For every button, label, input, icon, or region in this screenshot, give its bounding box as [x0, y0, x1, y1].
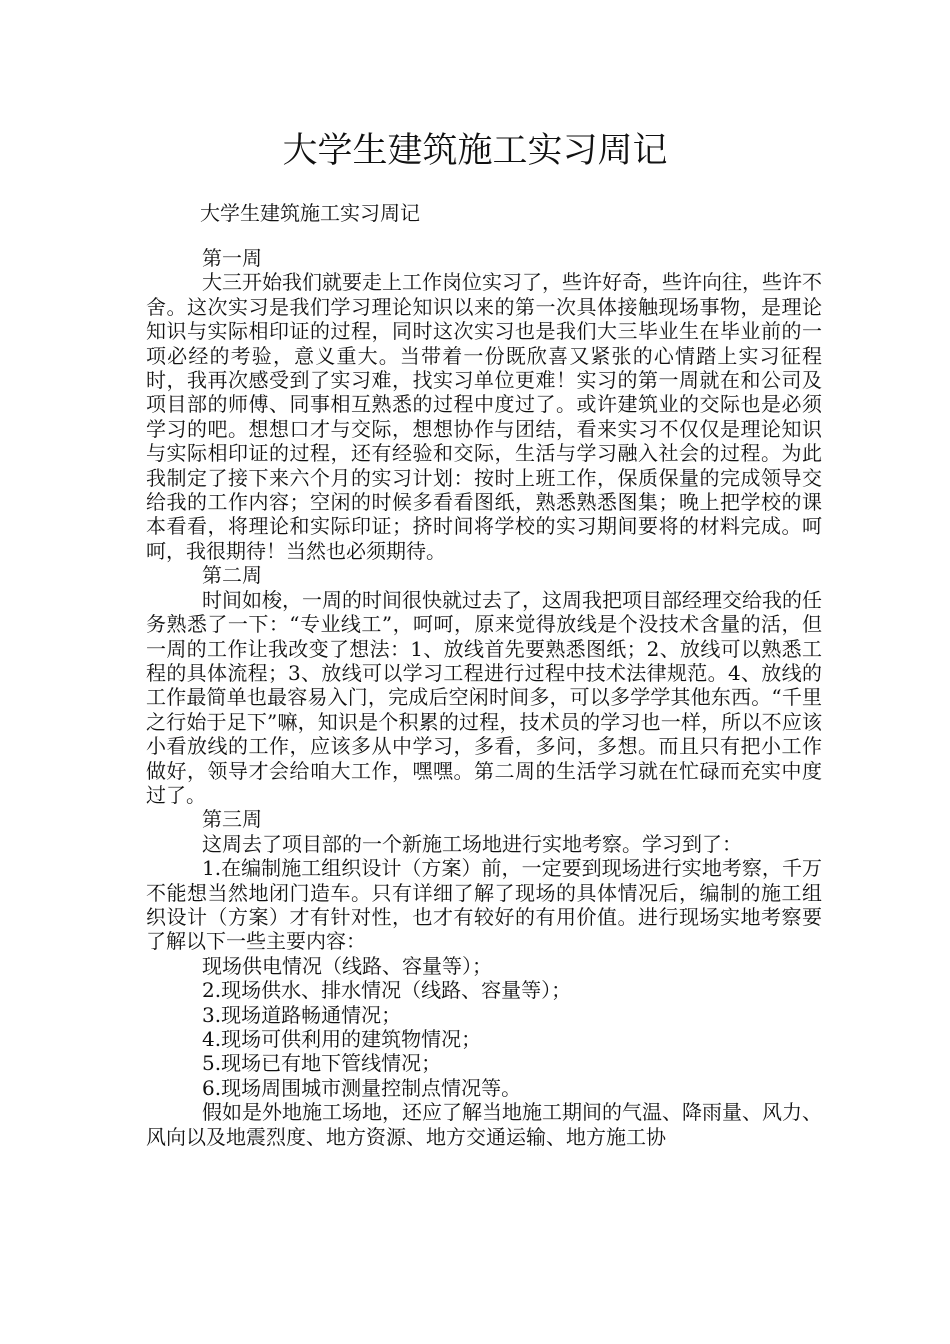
section-heading-week-3: 第三周	[202, 807, 262, 832]
section-heading-week-1: 第一周	[202, 246, 262, 270]
paragraph: 大三开始我们就要走上工作岗位实习了，些许好奇，些许向往，些许不舍。这次实习是我们学习理论知识以来的第一次具体接触现场事物，是理论知识与实际相印证的过程，同时这次实习也是我们大三毕业生在毕业前的一项必经的考验，意义重大。当带着一份既欣喜又紧张的心情踏上实习征程时，我再次感受到了实习难，找实习单位更难！实习的第一周就在和公司及项目部的师傅、同事相互熟悉的过程中度过了。或许建筑业的交际也是必须学习的吧。想想口才与交际，想想协作与团结，看来实习不仅仅是理论知识与实际相印证的过程，还有经验和交际，生活与学习融入社会的过程。为此我制定了接下来六个月的实习计划：按时上班工作，保质保量的完成领导交给我的工作内容；空闲的时候多看看图纸，熟悉熟悉图集；晚上把学校的课本看看，将理论和实际印证；挤时间将学校的实习期间要将的材料完成。呵呵，我很期待！当然也必须期待。	[146, 270, 822, 563]
list-item: 3.现场道路畅通情况；	[202, 1002, 402, 1027]
list-item: 现场供电情况（线路、容量等）；	[202, 953, 492, 978]
document-title: 大学生建筑施工实习周记	[282, 131, 668, 171]
paragraph: 时间如梭，一周的时间很快就过去了，这周我把项目部经理交给我的任务熟悉了一下：“专业线工”，呵呵，原来觉得放线是个没技术含量的活，但一周的工作让我改变了想法：1、放线首先要熟悉图纸；2、放线可以熟悉工程的具体流程；3、放线可以学习工程进行过程中技术法律规范。4、放线的工作最简单也最容易入门，完成后空闲时间多，可以多学学其他东西。“千里之行始于足下”嘛，知识是个积累的过程，技术员的学习也一样，所以不应该小看放线的工作，应该多从中学习，多看，多问，多想。而且只有把小工作做好，领导才会给咱大工作，嘿嘿。第二周的生活学习就在忙碌而充实中度过了。	[146, 587, 822, 807]
list-item: 5.现场已有地下管线情况；	[202, 1051, 442, 1076]
list-item: 4.现场可供利用的建筑物情况；	[202, 1027, 482, 1051]
paragraph: 这周去了项目部的一个新施工场地进行实地考察。学习到了：	[202, 831, 742, 856]
section-heading-week-2: 第二周	[202, 563, 262, 588]
paragraph: 假如是外地施工场地，还应了解当地施工期间的气温、降雨量、风力、风向以及地震烈度、地方资源、地方交通运输、地方施工协	[146, 1100, 822, 1149]
document-body	[146, 246, 822, 1149]
document-subtitle: 大学生建筑施工实习周记	[200, 201, 420, 225]
list-item: 6.现场周围城市测量控制点情况等。	[202, 1075, 522, 1100]
paragraph: 1.在编制施工组织设计（方案）前，一定要到现场进行实地考察，千万不能想当然地闭门造车。只有详细了解了现场的具体情况后，编制的施工组织设计（方案）才有针对性，也才有较好的有用价值。进行现场实地考察要了解以下一些主要内容：	[146, 856, 822, 954]
list-item: 2.现场供水、排水情况（线路、容量等）；	[202, 978, 572, 1003]
